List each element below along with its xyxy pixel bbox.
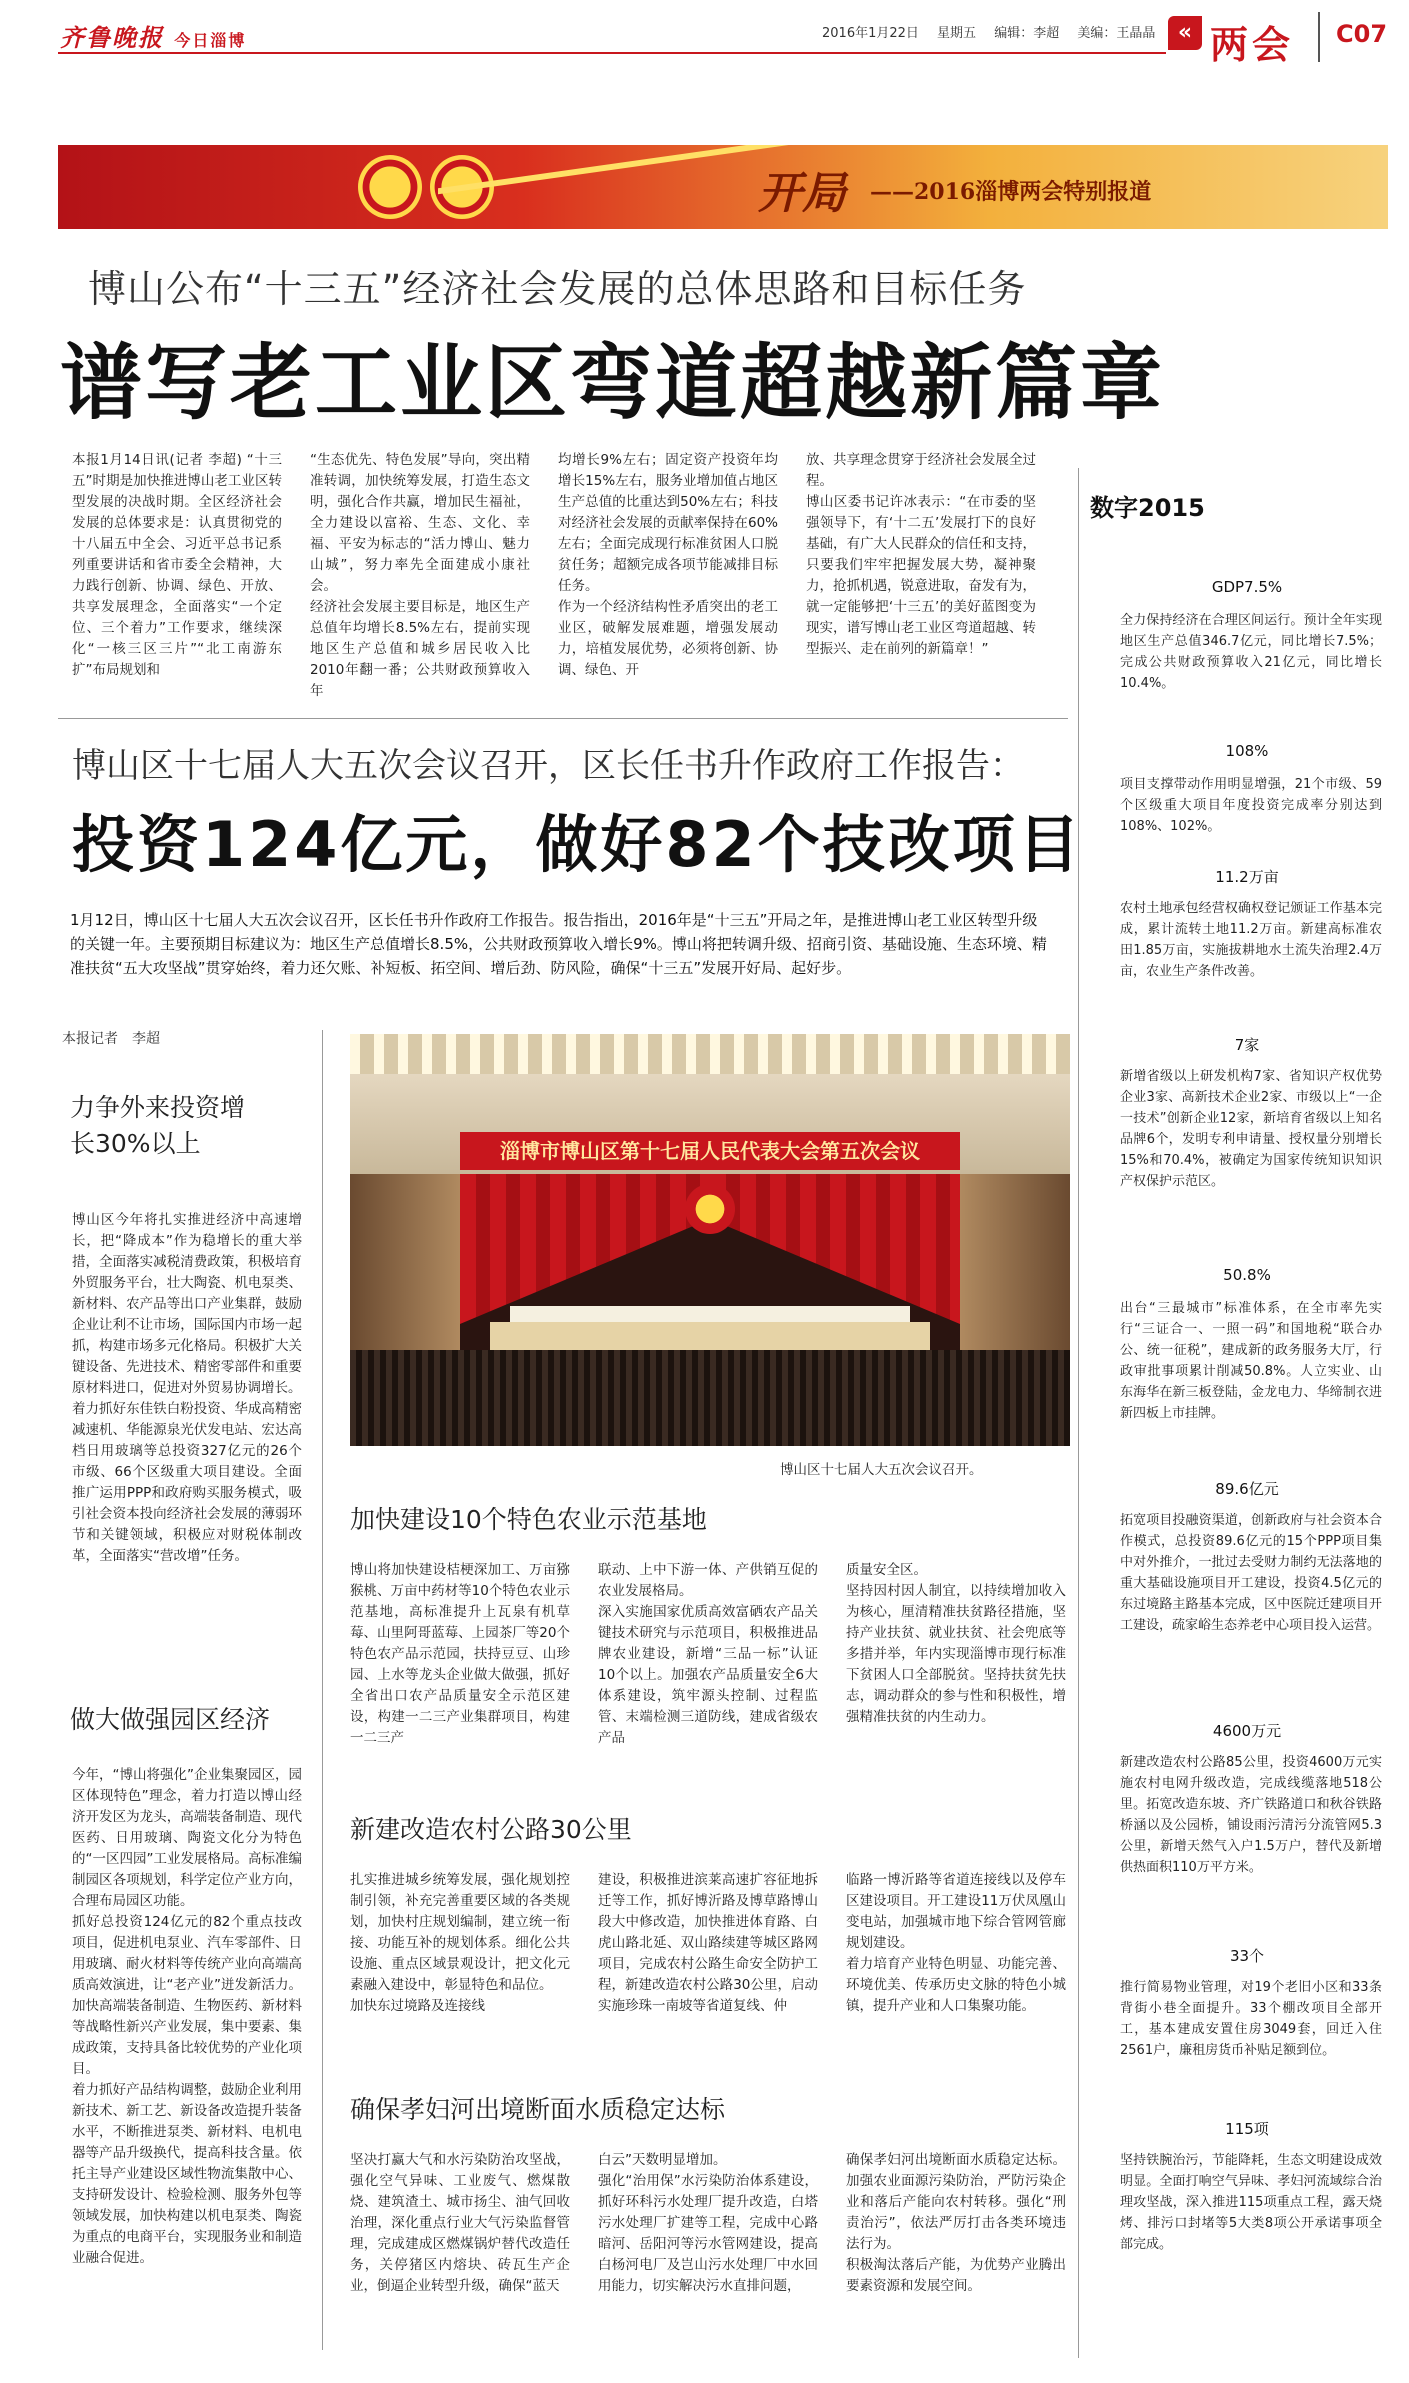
stat-description: 农村土地承包经营权确权登记颁证工作基本完成，累计流转土地11.2万亩。新建高标准农田1.85万亩，实施拔耕地水土流失治理2.4万亩，农业生产条件改善。	[1120, 901, 1382, 979]
foreign-investment-body: 博山区今年将扎实推进经济中高速增长，把“降成本”作为稳增长的重大举措，全面落实减税清费政策，积极培育外贸服务平台，壮大陶瓷、机电泵类、新材料、农产品等出口产业集群，鼓励企业让利不让市场，国际国内市场一起抓，构建市场多元化格局。积极扩大关键设备、先进技术、精密零部件和重要原材料进口，促进对外贸易协调增长。 着力抓好东佳铁白粉投资、华成高精密减速机、华能源泉光伏发电站、宏达高档日用玻璃等总投资327亿元的26个市级、66个区级重大项目建设。全面推广运用PPP和政府购买服务模式，吸引社会资本投向经济社会发展的薄弱环节和关键领域，积极应对财税体制改革，全面落实“营改增”任务。	[72, 1212, 302, 1564]
story2-kicker: 博山区十七届人大五次会议召开，区长任书升作政府工作报告：	[72, 746, 1024, 786]
stat-description: 推行简易物业管理，对19个老旧小区和33条背街小巷全面提升。33个棚改项目全部开工，基本建成安置住房3049套，回迁入住2561户，廉租房货币补贴足额到位。	[1120, 1980, 1382, 2058]
photo-caption: 博山区十七届人大五次会议召开。	[780, 1462, 983, 1478]
photo-side-wall-right	[960, 1174, 1070, 1350]
stat-description: 坚持铁腕治污，节能降耗，生态文明建设成效明显。全面打响空气异味、孝妇河流域综合治理攻坚战，深入推进115项重点工程，露天烧烤、排污口封堵等5大类8项公开承诺事项全部完成。	[1120, 2153, 1382, 2252]
story1-kicker: 博山公布“十三五”经济社会发展的总体思路和目标任务	[88, 267, 1027, 311]
left-column-rule	[322, 1030, 323, 2350]
stat-figure: 4600万元	[1212, 1722, 1282, 1740]
banner-keyword: 开局	[758, 168, 846, 219]
subhead-agri-bases: 加快建设10个特色农业示范基地	[350, 1505, 707, 1534]
subhead-water-quality: 确保孝妇河出境断面水质稳定达标	[350, 2095, 726, 2124]
chevron-left-icon: «	[1168, 16, 1202, 50]
agri-bases-column-2: 联动、上中下游一体、产供销互促的农业发展格局。 深入实施国家优质高效富硒农产品关键技术研究与示范项目，积极推进品牌农业建设，新增“三品一标”认证10个以上。加强农产品质量安全6大体系建设，筑牢源头控制、过程监管、末端检测三道防线，建成省级农产品	[598, 1562, 818, 1746]
stat-description: 出台“三最城市”标准体系，在全市率先实行“三证合一、一照一码”和国地税“联合办公、统一征税”，建成新的政务服务大厅，行政审批事项累计削减50.8%。人立实业、山东海华在新三板登陆，金龙电力、华缔制衣进新四板上市挂牌。	[1120, 1301, 1382, 1421]
stat-description: 项目支撑带动作用明显增强，21个市级、59个区级重大项目年度投资完成率分别达到108%、102%。	[1120, 777, 1382, 834]
photo-stage	[490, 1322, 930, 1350]
agri-bases-column-1: 博山将加快建设桔梗深加工、万亩猕猴桃、万亩中药材等10个特色农业示范基地，高标准提升上瓦泉有机草莓、山里阿哥蓝莓、上园茶厂等20个特色农产品示范园，扶持豆豆、山珍园、上水等龙头企业做大做强，抓好全省出口农产品质量安全示范区建设，构建一二三产业集群项目，构建一二三产	[350, 1562, 570, 1746]
issue-info	[822, 22, 1169, 41]
story1-headline: 谱写老工业区弯道超越新篇章	[60, 336, 1166, 431]
agri-bases-column-3: 质量安全区。 坚持因村因人制宜，以持续增加收入为核心，厘清精准扶贫路径措施，坚持产业扶贫、就业扶贫、社会兜底等多措并举，年内实现淄博市现行标准下贫困人口全部脱贫。坚持扶贫先扶志，调动群众的参与性和积极性，增强精准扶贫的内生动力。	[846, 1562, 1066, 1725]
subhead-rural-roads: 新建改造农村公路30公里	[350, 1815, 632, 1844]
story2-byline: 本报记者 李超	[62, 1031, 160, 1047]
rural-roads-column-2: 建设，积极推进滨莱高速扩容征地拆迁等工作，抓好博沂路及博草路博山段大中修改造，加快推进体育路、白虎山路北延、双山路续建等城区路网项目，完成农村公路生命安全防护工程，新建改造农村公路30公里，启动实施珍珠一南坡等省道复线、仲	[598, 1872, 818, 2014]
photo-audience	[350, 1350, 1070, 1446]
water-quality-column-1: 坚决打赢大气和水污染防治攻坚战，强化空气异味、工业废气、燃煤散烧、建筑渣土、城市扬尘、油气回收治理，深化重点行业大气污染监督管理，完成建成区燃煤锅炉替代改造任务，关停猪区内熔块、砖瓦生产企业，倒逼企业转型升级，确保“蓝天	[350, 2152, 570, 2294]
section-tag-label: 两会	[1210, 23, 1295, 67]
stat-figure: 33个	[1229, 1947, 1265, 1965]
story2-lead: 1月12日，博山区十七届人大五次会议召开，区长任书升作政府工作报告。报告指出，2016年是“十三五”开局之年，是推进博山老工业区转型升级的关键一年。主要预期目标建议为：地区生产总值增长8.5%，公共财政预算收入增长9%。博山将把转调升级、招商引资、基础设施、生态环境、精准扶贫“五大攻坚战”贯穿始终，着力还欠账、补短板、拓空间、增后劲、防风险，确保“十三五”发展开好局、起好步。	[70, 911, 1047, 977]
special-report-banner	[58, 145, 1388, 229]
sidebar-rule	[1078, 468, 1079, 2358]
logo-text: 齐鲁晚报	[60, 23, 164, 52]
stat-description: 新增省级以上研发机构7家、省知识产权优势企业3家、高新技术企业2家、市级以上“一企一技术”创新企业12家，新培育省级以上知名品牌6个，发明专利申请量、授权量分别增长15%和70.4%，被确定为国家传统知识知识产权保护示范区。	[1120, 1069, 1382, 1189]
stat-figure: 115项	[1225, 2120, 1269, 2138]
photo-stage-banner: 淄博市博山区第十七届人民代表大会第五次会议	[460, 1132, 960, 1170]
stat-figure: 11.2万亩	[1215, 868, 1279, 886]
story1-column-4: 放、共享理念贯穿于经济社会发展全过程。 博山区委书记许冰表示：“在市委的坚强领导下，有‘十二五’发展打下的良好基础，有广大人民群众的信任和支持，只要我们牢牢把握发展大势，凝神聚力，抢抓机遇，锐意进取，奋发有为，就一定能够把‘十三五’的美好蓝图变为现实，谱写博山老工业区弯道超越、转型振兴、走在前列的新篇章！”	[806, 452, 1036, 657]
story1-column-1: 本报1月14日讯(记者 李超) “十三五”时期是加快推进博山老工业区转型发展的决战时期。全区经济社会发展的总体要求是：认真贯彻党的十八届五中全会、习近平总书记系列重要讲话和省市委全会精神，大力践行创新、协调、绿色、开放、共享发展理念，全面落实“一个定位、三个着力”工作要求，继续深化“一核三区三片”“北工南游东扩”布局规划和	[72, 452, 282, 678]
subhead-foreign-investment: 力争外来投资增长30%以上	[70, 1093, 246, 1158]
photo-side-wall-left	[350, 1174, 460, 1350]
sidebar-title: 数字2015	[1090, 494, 1205, 522]
page-number: C07	[1336, 20, 1388, 48]
rising-arrow-icon	[438, 145, 798, 229]
story1-column-3: 均增长9%左右；固定资产投资年均增长15%左右，服务业增加值占地区生产总值的比重达到50%左右；科技对经济社会发展的贡献率保持在60%左右；全面完成现行标准贫困人口脱贫任务；超额完成各项节能减排目标任务。 作为一个经济结构性矛盾突出的老工业区，破解发展难题，增强发展动力，培植发展优势，必须将创新、协调、绿色、开	[558, 452, 778, 678]
tag-divider	[1318, 12, 1320, 62]
stat-description: 新建改造农村公路85公里，投资4600万元实施农村电网升级改造，完成线缆落地518公里。拓宽改造东坡、齐广铁路道口和秋谷铁路桥涵以及公园桥，铺设雨污清污分流管网5.3公里，新增天然气入户1.5万户，替代及新增供热面积110万平方米。	[1120, 1755, 1382, 1875]
rural-roads-column-3: 临路一博沂路等省道连接线以及停车区建设项目。开工建设11万伏凤凰山变电站，加强城市地下综合管网管廊规划建设。 着力培育产业特色明显、功能完善、环境优美、传承历史文脉的特色小城镇，提升产业和人口集聚功能。	[846, 1872, 1066, 2014]
rural-roads-column-1: 扎实推进城乡统筹发展，强化规划控制引领，补充完善重要区域的各类规划，加快村庄规划编制，建立统一衔接、功能互补的规划体系。细化公共设施、重点区域景观设计，把文化元素融入建设中，彰显特色和品位。 加快东过境路及连接线	[350, 1872, 570, 2014]
editor-credit: 编辑：李超	[994, 26, 1060, 41]
subhead-industrial-parks: 做大做强园区经济	[70, 1705, 271, 1734]
photo-ceiling-lights	[350, 1034, 1070, 1074]
stage-emblem-icon	[685, 1184, 735, 1234]
stat-figure: 7家	[1234, 1036, 1260, 1054]
stat-figure: GDP7.5%	[1211, 578, 1283, 596]
issue-weekday: 星期五	[937, 26, 977, 41]
banner-series-title: ——2016淄博两会特别报道	[870, 179, 1152, 205]
stat-figure: 50.8%	[1223, 1266, 1271, 1284]
section-name: 今日淄博	[174, 31, 247, 50]
issue-date: 2016年1月22日	[822, 26, 919, 41]
stat-description: 全力保持经济在合理区间运行。预计全年实现地区生产总值346.7亿元，同比增长7.5%；完成公共财政预算收入21亿元，同比增长10.4%。	[1120, 613, 1382, 691]
stat-figure: 89.6亿元	[1215, 1480, 1279, 1498]
photo-curtain-left	[460, 1174, 710, 1324]
stat-description: 拓宽项目投融资渠道，创新政府与社会资本合作模式，总投资89.6亿元的15个PPP项目集中对外推介，一批过去受财力制约无法落地的重大基础设施项目开工建设，投资4.5亿元的东过境路主路基本完成，区中医院迁建项目开工建设，疏家峪生态养老中心项目投入运营。	[1120, 1513, 1382, 1633]
story-divider	[58, 718, 1068, 719]
water-quality-column-3: 确保孝妇河出境断面水质稳定达标。加强农业面源污染防治，严防污染企业和落后产能向农村转移。强化“刑责治污”，依法严厉打击各类环境违法行为。 积极淘汰落后产能，为优势产业腾出要素资源和发展空间。	[846, 2152, 1066, 2294]
story2-headline: 投资124亿元，做好82个技改项目	[72, 808, 1083, 881]
masthead-rule	[58, 52, 1166, 54]
national-emblem-icon	[358, 155, 422, 219]
congress-photo	[350, 1034, 1070, 1446]
water-quality-column-2: 白云”天数明显增加。 强化“治用保”水污染防治体系建设，抓好环科污水处理厂提升改造，白塔污水处理厂扩建等工程，完成中心路暗河、岳阳河等污水管网建设，提高白杨河电厂及岂山污水处理厂中水回用能力，切实解决污水直排问题，	[598, 2152, 818, 2294]
story1-column-2: “生态优先、特色发展”导向，突出精准转调，加快统筹发展，打造生态文明，强化合作共赢，增加民生福祉，全力建设以富裕、生态、文化、幸福、平安为标志的“活力博山、魅力山城”，努力率先全面建成小康社会。 经济社会发展主要目标是，地区生产总值年均增长8.5%左右，提前实现地区生产总值和城乡居民收入比2010年翻一番；公共财政预算收入年	[310, 452, 530, 699]
newspaper-logo	[60, 18, 246, 53]
designer-credit: 美编：王晶晶	[1077, 26, 1156, 41]
industrial-parks-body: 今年，“博山将强化”企业集聚园区，园区体现特色”理念，着力打造以博山经济开发区为龙头，高端装备制造、现代医药、日用玻璃、陶瓷文化分为特色的“一区四园”工业发展格局。高标准编制园区各项规划，科学定位产业方向，合理布局园区功能。 抓好总投资124亿元的82个重点技改项目，促进机电泵业、汽车零部件、日用玻璃、耐火材料等传统产业向高端高质高效演进，让“老产业”迸发新活力。加快高端装备制造、生物医药、新材料等战略性新兴产业发展，集中要素、集成政策，支持具备比较优势的产业化项目。 着力抓好产品结构调整，鼓励企业利用新技术、新工艺、新设备改造提升装备水平，不断推进泵类、新材料、电机电器等产品升级换代，提高科技含量。依托主导产业建设区域性物流集散中心、支持研发设计、检验检测、服务外包等领域发展，加快构建以机电泵类、陶瓷为重点的电商平台，实现服务业和制造业融合促进。	[72, 1767, 302, 2266]
section-tag	[1168, 8, 1328, 68]
stat-figure: 108%	[1225, 742, 1269, 760]
photo-curtain-right	[710, 1174, 960, 1324]
